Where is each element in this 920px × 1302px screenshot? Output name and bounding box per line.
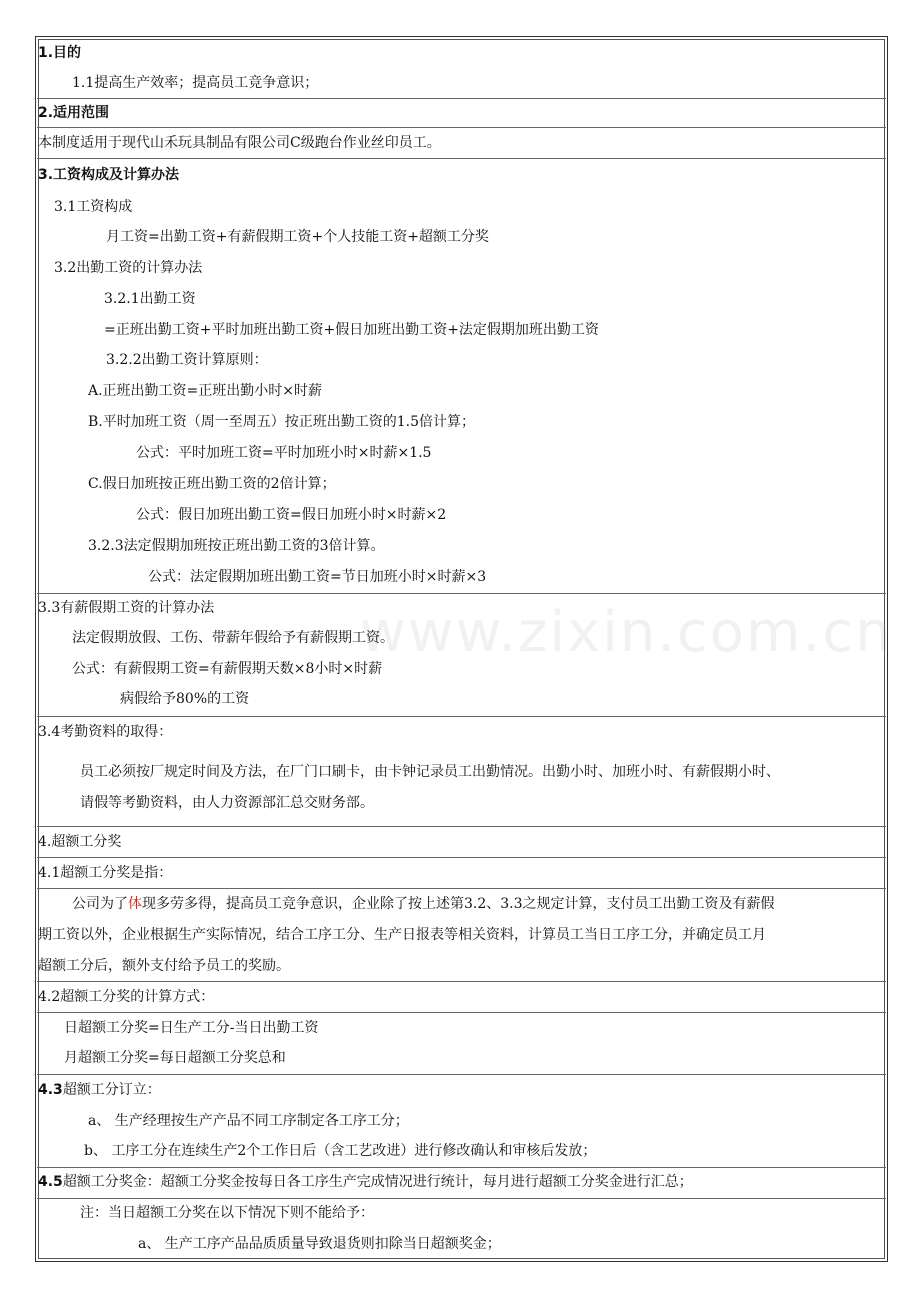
section-4-1: 4.1超额工分奖是指： [38, 865, 173, 881]
section-3-3: 3.3有薪假期工资的计算办法 [38, 600, 215, 616]
divider [37, 826, 886, 827]
divider [37, 158, 886, 159]
highlighted-char: 体 [128, 896, 142, 912]
section-3-3-sick: 病假给予80%的工资 [120, 691, 250, 707]
section-3-2-2: 3.2.2出勤工资计算原则： [106, 352, 268, 368]
section-2-title: 2.适用范围 [38, 105, 110, 121]
section-3-4: 3.4考勤资料的取得： [38, 724, 173, 740]
section-4-2: 4.2超额工分奖的计算方式： [38, 989, 215, 1005]
section-1-title: 1.目的 [38, 45, 82, 61]
section-4-5-note: 注：当日超额工分奖在以下情况下则不能给予： [80, 1205, 374, 1221]
divider [37, 716, 886, 717]
divider [37, 1074, 886, 1075]
section-3-2-3: 3.2.3法定假期加班按正班出勤工资的3倍计算。 [88, 538, 385, 554]
section-3-1-formula: 月工资=出勤工资+有薪假期工资+个人技能工资+超额工分奖 [106, 229, 489, 245]
section-4-1-body-3: 超额工分后，额外支付给予员工的奖励。 [38, 958, 290, 974]
section-3-3-body: 法定假期放假、工伤、带薪年假给予有薪假期工资。 [72, 630, 394, 646]
section-4-2-monthly: 月超额工分奖=每日超额工分奖总和 [64, 1050, 286, 1066]
body-text: 公司为了 [72, 896, 128, 912]
section-3-2-2-b-formula: 公式：平时加班工资=平时加班小时×时薪×1.5 [136, 445, 432, 461]
section-4-5-note-a: a、 生产工序产品品质质量导致退货则扣除当日超额奖金； [138, 1236, 501, 1252]
section-3-4-body-1: 员工必须按厂规定时间及方法，在厂门口刷卡，由卡钟记录员工出勤情况。出勤小时、加班小时、有薪假期小时、 [80, 764, 780, 780]
section-4-3-a: a、 生产经理按生产产品不同工序制定各工序工分； [88, 1113, 409, 1129]
divider [37, 98, 886, 99]
body-text: 现多劳多得，提高员工竞争意识，企业除了按上述第3.2、3.3之规定计算，支付员工出勤工资及有薪假 [142, 896, 775, 912]
divider [37, 888, 886, 889]
section-4-3-b: b、 工序工分在连续生产2个工作日后（含工艺改进）进行修改确认和审核后发放； [84, 1143, 597, 1159]
divider [37, 1012, 886, 1013]
watermark: www.zixin.com.cn [360, 600, 893, 665]
section-3-2-1-formula: =正班出勤工资+平时加班出勤工资+假日加班出勤工资+法定假期加班出勤工资 [104, 322, 599, 338]
section-3-3-formula: 公式：有薪假期工资=有薪假期天数×8小时×时薪 [72, 661, 383, 677]
section-3-2-2-c: C.假日加班按正班出勤工资的2倍计算； [88, 476, 336, 492]
section-3-2-1: 3.2.1出勤工资 [104, 291, 196, 307]
section-number: 4.3 [38, 1082, 63, 1098]
divider [37, 593, 886, 594]
section-3-2-3-formula: 公式：法定假期加班出勤工资=节日加班小时×时薪×3 [148, 569, 487, 585]
section-4-title: 4.超额工分奖 [38, 834, 122, 850]
divider [37, 1167, 886, 1168]
section-4-3 [38, 1081, 161, 1099]
section-number: 4.5 [38, 1174, 63, 1190]
divider [37, 1198, 886, 1199]
section-3-1: 3.1工资构成 [54, 199, 133, 215]
section-body: 超额工分奖金：超额工分奖金按每日各工序生产完成情况进行统计，每月进行超额工分奖金进行汇总； [62, 1174, 693, 1190]
section-2-body: 本制度适用于现代山禾玩具制品有限公司C级跑台作业丝印员工。 [38, 135, 441, 151]
section-3-title: 3.工资构成及计算办法 [38, 167, 180, 183]
section-3-2: 3.2出勤工资的计算办法 [54, 260, 203, 276]
section-4-1-body-2: 期工资以外，企业根据生产实际情况，结合工序工分、生产日报表等相关资料，计算员工当日工序工分，并确定员工月 [38, 927, 766, 943]
section-4-5 [38, 1173, 693, 1191]
section-3-2-2-b: B.平时加班工资（周一至周五）按正班出勤工资的1.5倍计算； [88, 414, 476, 430]
divider [37, 127, 886, 128]
section-4-1-body-1 [72, 895, 775, 913]
section-title: 超额工分订立： [62, 1082, 161, 1098]
divider [37, 857, 886, 858]
section-3-2-2-c-formula: 公式：假日加班出勤工资=假日加班小时×时薪×2 [136, 507, 447, 523]
divider [37, 981, 886, 982]
section-3-4-body-2: 请假等考勤资料，由人力资源部汇总交财务部。 [80, 795, 374, 811]
section-3-2-2-a: A.正班出勤工资=正班出勤小时×时薪 [88, 383, 323, 399]
section-1-1: 1.1提高生产效率；提高员工竞争意识； [72, 75, 319, 91]
section-4-2-daily: 日超额工分奖=日生产工分-当日出勤工资 [64, 1020, 319, 1036]
